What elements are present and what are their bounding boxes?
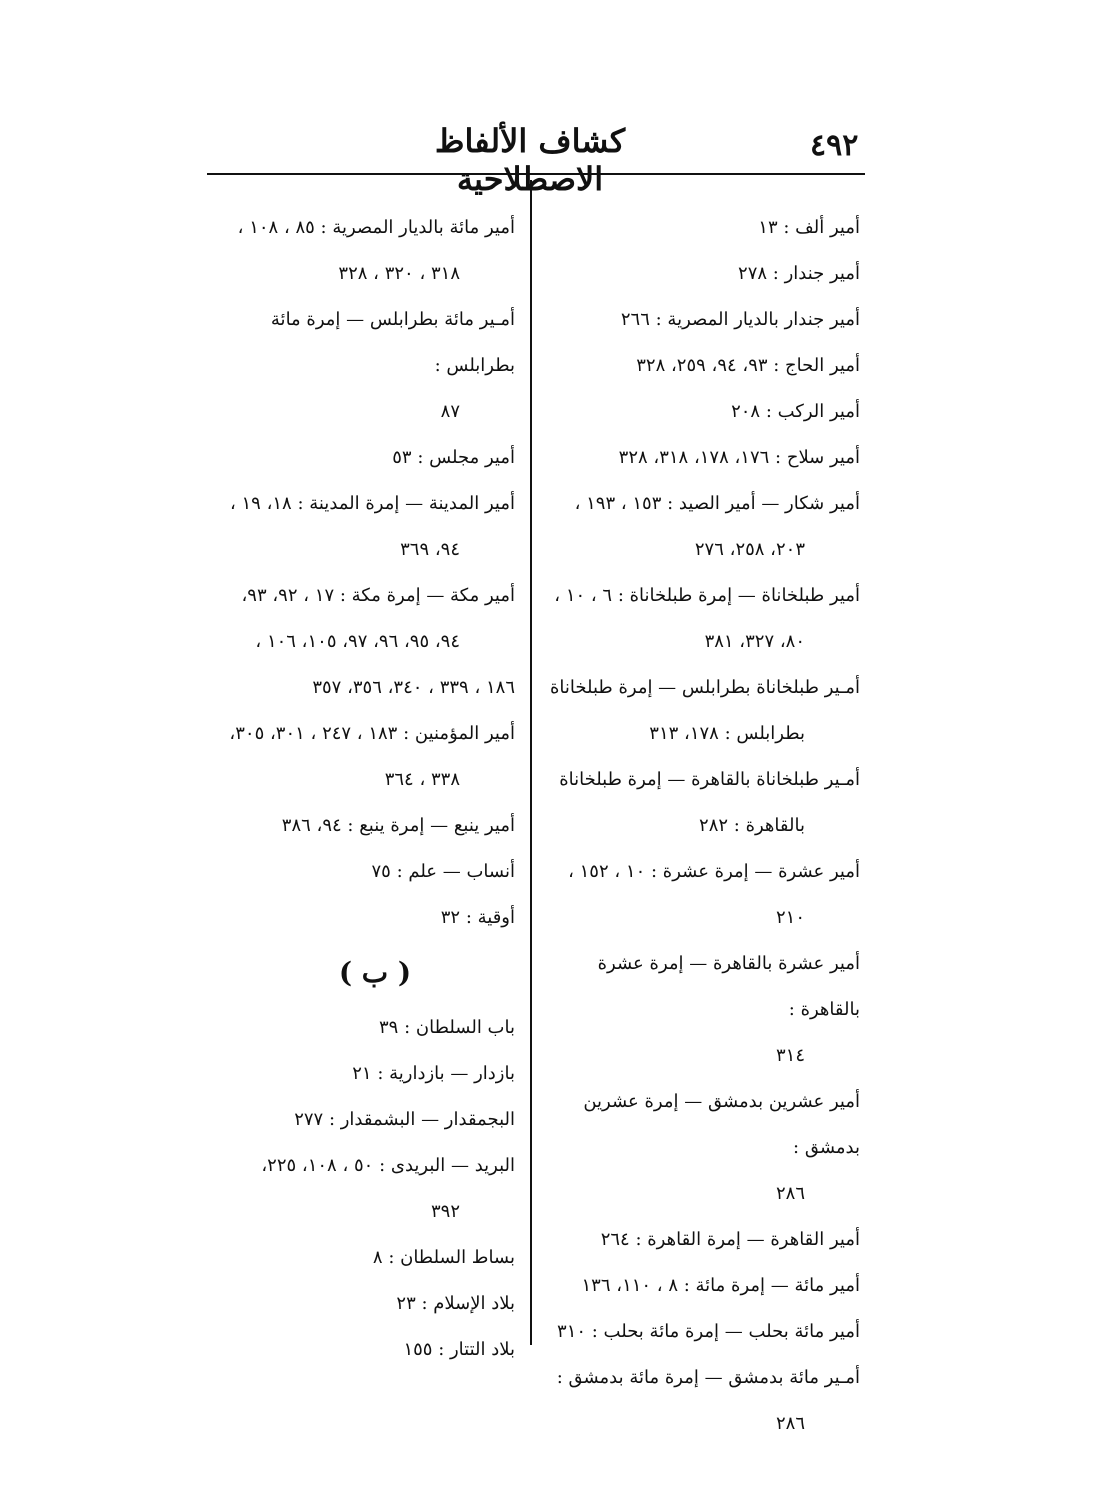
index-entry-text: أمير مائة بحلب — إمرة مائة بحلب : ٣١٠ (557, 1321, 860, 1342)
index-entry (205, 665, 515, 711)
index-entry (548, 665, 860, 757)
index-entry (205, 1235, 515, 1281)
header-rule (207, 173, 865, 175)
index-entry (548, 205, 860, 251)
index-entry-text: أمير مائة بالديار المصرية : ٨٥ ، ١٠٨ ، (237, 217, 515, 238)
column-divider (530, 180, 532, 1345)
index-entry-continuation: ٣١٤ (775, 1045, 805, 1066)
index-entry-continuation: ٩٤، ٩٥، ٩٦، ٩٧، ١٠٥، ١٠٦ ، (255, 631, 460, 652)
index-entry (205, 205, 515, 297)
index-entries-ba (205, 1005, 515, 1373)
index-entry-continuation: ٣٣٨ ، ٣٦٤ (384, 769, 460, 790)
index-entry-text: باب السلطان : ٣٩ (379, 1017, 515, 1038)
index-entry-text: أمير القاهرة — إمرة القاهرة : ٢٦٤ (600, 1229, 860, 1250)
index-entry-text: أمـير مائة بطرابلس — إمرة مائة بطرابلس : (270, 309, 515, 376)
index-entry-text: أمير المدينة — إمرة المدينة : ١٨، ١٩ ، (229, 493, 515, 514)
index-entry (548, 757, 860, 849)
index-entry-continuation: ٨٧ (440, 401, 460, 422)
index-entry-text: أمـير مائة بدمشق — إمرة مائة بدمشق : (556, 1367, 860, 1388)
index-entry-continuation: ٣١٨ ، ٣٢٠ ، ٣٢٨ (338, 263, 460, 284)
index-entry (205, 849, 515, 895)
index-entry-continuation: ٣٩٢ (430, 1201, 460, 1222)
section-letter-ba: ( ب ) (338, 956, 412, 989)
index-entry-text: أمير ألف : ١٣ (758, 217, 860, 238)
index-entry (205, 1097, 515, 1143)
index-entry-text: أمير مكة — إمرة مكة : ١٧ ، ٩٢، ٩٣، (241, 585, 515, 606)
index-entry-text: أمير عشرة — إمرة عشرة : ١٠ ، ١٥٢ ، (568, 861, 860, 882)
index-entry (548, 849, 860, 941)
index-entry-text: أمير جندار : ٢٧٨ (738, 263, 860, 284)
index-entry-continuation: ٢٨٦ (775, 1413, 805, 1434)
index-entry-text: أنساب — علم : ٧٥ (371, 861, 515, 882)
index-entry (205, 297, 515, 435)
index-entry-text: أمـير طبلخاناة بالقاهرة — إمرة طبلخاناة (559, 769, 860, 790)
index-entry (548, 389, 860, 435)
index-entry-continuation: ٢٠٣، ٢٥٨، ٢٧٦ (694, 539, 805, 560)
index-entry-continuation: ٢١٠ (775, 907, 805, 928)
index-entry (548, 481, 860, 573)
index-entry (205, 711, 515, 803)
index-entry (548, 1217, 860, 1263)
index-entry-text: أمير الركب : ٢٠٨ (731, 401, 860, 422)
index-entry-continuation: ٨٠، ٣٢٧، ٣٨١ (704, 631, 805, 652)
index-entry (205, 1281, 515, 1327)
index-entry (205, 435, 515, 481)
index-entry (548, 1079, 860, 1217)
index-entry (205, 1051, 515, 1097)
page-number: ٤٩٢ (810, 128, 859, 163)
index-entry-text: أمير ينبع — إمرة ينبع : ٩٤، ٣٨٦ (281, 815, 515, 836)
index-entry-text: أمـير طبلخاناة بطرابلس — إمرة طبلخاناة (549, 677, 860, 698)
running-title: كشاف الألفاظ الاصطلاحية (434, 122, 626, 198)
index-entry-text: أمير سلاح : ١٧٦، ١٧٨، ٣١٨، ٣٢٨ (618, 447, 860, 468)
index-entry-text: أمير عشرة بالقاهرة — إمرة عشرة بالقاهرة : (597, 953, 860, 1020)
index-column-right (548, 205, 860, 1447)
index-entry (548, 1263, 860, 1309)
index-entry (548, 343, 860, 389)
index-entry (205, 573, 515, 665)
index-entry (548, 297, 860, 343)
index-entry (548, 1309, 860, 1355)
index-entry (205, 1143, 515, 1235)
index-entry-text: البجمقدار — البشمقدار : ٢٧٧ (294, 1109, 515, 1130)
index-entry-text: أمير مائة — إمرة مائة : ٨ ، ١١٠، ١٣٦ (581, 1275, 860, 1296)
index-entry-text: بلاد الإسلام : ٢٣ (396, 1293, 515, 1314)
index-entry (205, 1005, 515, 1051)
index-entry-continuation: بطرابلس : ١٧٨، ٣١٣ (649, 723, 805, 744)
index-column-left (205, 205, 515, 1373)
index-entry-text: أمير جندار بالديار المصرية : ٢٦٦ (620, 309, 860, 330)
index-entry-continuation: ٩٤، ٣٦٩ (400, 539, 460, 560)
index-entries-alif (205, 205, 515, 941)
index-entry-text: أمير شكار — أمير الصيد : ١٥٣ ، ١٩٣ ، (574, 493, 860, 514)
index-entry-text: بازدار — بازدارية : ٢١ (352, 1063, 515, 1084)
index-entry-text: أمير المؤمنين : ١٨٣ ، ٢٤٧ ، ٣٠١، ٣٠٥، (229, 723, 515, 744)
index-entry (205, 895, 515, 941)
index-entry-continuation: ٢٨٦ (775, 1183, 805, 1204)
index-entry (205, 1327, 515, 1373)
index-entry (205, 481, 515, 573)
index-entry (548, 573, 860, 665)
index-entry-text: أمير طبلخاناة — إمرة طبلخاناة : ٦ ، ١٠ ، (554, 585, 860, 606)
index-entry-text: أمير مجلس : ٥٣ (392, 447, 515, 468)
index-entry-text: البريد — البريدى : ٥٠ ، ١٠٨، ٢٢٥، (261, 1155, 515, 1176)
index-entry-text: ١٨٦ ، ٣٣٩ ، ٣٤٠، ٣٥٦، ٣٥٧ (312, 677, 515, 698)
index-entry (548, 435, 860, 481)
index-entry (548, 941, 860, 1079)
index-entry-text: بساط السلطان : ٨ (372, 1247, 515, 1268)
index-entry-text: أمير عشرين بدمشق — إمرة عشرين بدمشق : (583, 1091, 860, 1158)
index-entry-text: أمير الحاج : ٩٣، ٩٤، ٢٥٩، ٣٢٨ (636, 355, 860, 376)
index-entry-continuation: بالقاهرة : ٢٨٢ (699, 815, 805, 836)
index-entry (548, 1355, 860, 1447)
index-entry (205, 803, 515, 849)
index-entry (548, 251, 860, 297)
index-entry-text: أوقية : ٣٢ (440, 907, 515, 928)
index-entry-text: بلاد التتار : ١٥٥ (403, 1339, 515, 1360)
